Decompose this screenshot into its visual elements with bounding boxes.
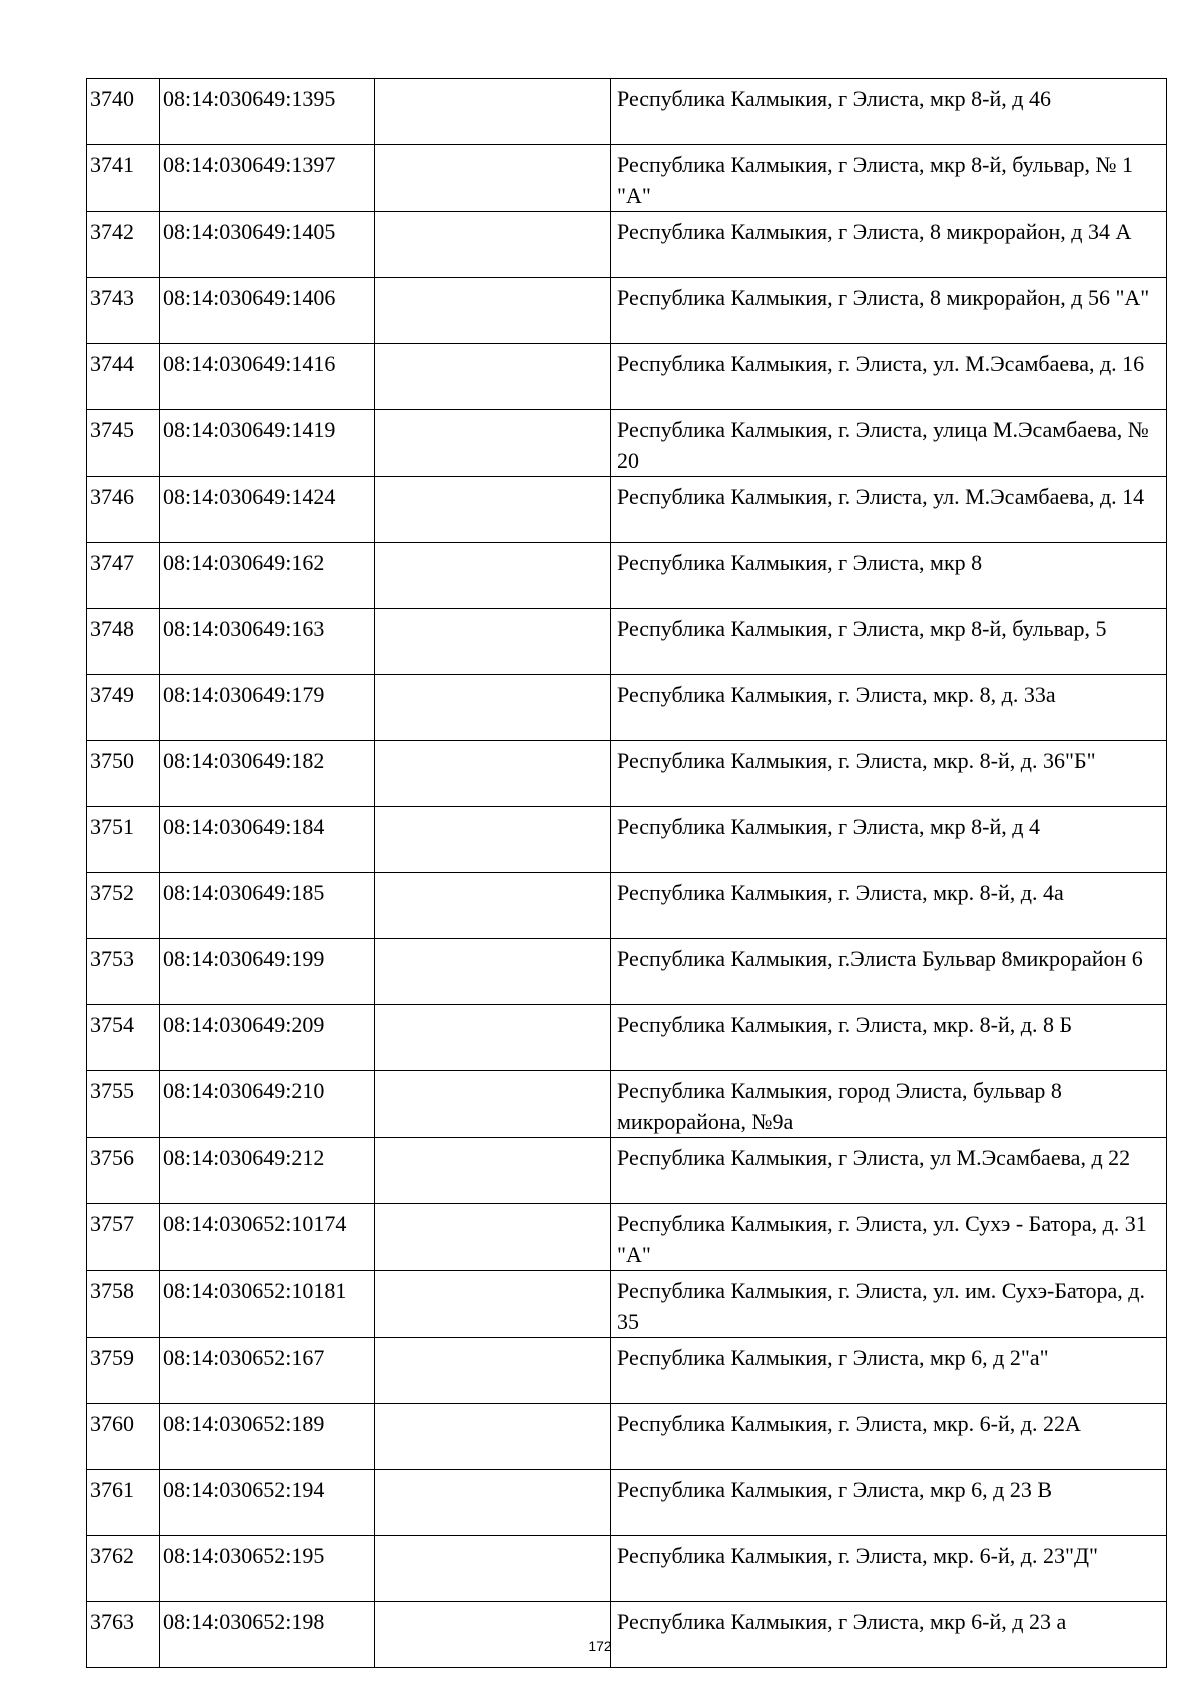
address-cell: Республика Калмыкия, г Элиста, 8 микрорайон, д 56 "А"	[611, 278, 1167, 344]
table-row	[87, 1404, 1167, 1470]
table-row	[87, 939, 1167, 1005]
row-number-cell: 3761	[87, 1470, 160, 1536]
address-cell: Республика Калмыкия, г Элиста, ул М.Эсамбаева, д 22	[611, 1138, 1167, 1204]
cadastral-number-cell: 08:14:030649:212	[160, 1138, 375, 1204]
table-row	[87, 410, 1167, 477]
address-cell: Республика Калмыкия, г. Элиста, ул. Сухэ - Батора, д. 31 "А"	[611, 1204, 1167, 1271]
row-number-cell: 3760	[87, 1404, 160, 1470]
empty-cell	[375, 1138, 611, 1204]
table-row	[87, 807, 1167, 873]
row-number-cell: 3740	[87, 79, 160, 145]
cadastral-number-cell: 08:14:030649:179	[160, 675, 375, 741]
empty-cell	[375, 145, 611, 212]
table-row	[87, 212, 1167, 278]
address-cell: Республика Калмыкия, г Элиста, мкр 8-й, д 4	[611, 807, 1167, 873]
table-row	[87, 873, 1167, 939]
table-row	[87, 1470, 1167, 1536]
empty-cell	[375, 1271, 611, 1338]
table-row	[87, 1338, 1167, 1404]
row-number-cell: 3747	[87, 543, 160, 609]
row-number-cell: 3753	[87, 939, 160, 1005]
address-cell: Республика Калмыкия, г. Элиста, ул. им. Сухэ-Батора, д. 35	[611, 1271, 1167, 1338]
cadastral-number-cell: 08:14:030649:1406	[160, 278, 375, 344]
address-cell: Республика Калмыкия, г Элиста, мкр 6, д 2"а"	[611, 1338, 1167, 1404]
address-cell: Республика Калмыкия, г. Элиста, мкр. 6-й, д. 23"Д"	[611, 1536, 1167, 1602]
registry-table	[86, 78, 1167, 1668]
address-cell: Республика Калмыкия, город Элиста, бульвар 8 микрорайона, №9а	[611, 1071, 1167, 1138]
empty-cell	[375, 1204, 611, 1271]
empty-cell	[375, 939, 611, 1005]
empty-cell	[375, 1338, 611, 1404]
row-number-cell: 3745	[87, 410, 160, 477]
empty-cell	[375, 807, 611, 873]
table-row	[87, 1138, 1167, 1204]
cadastral-number-cell: 08:14:030649:199	[160, 939, 375, 1005]
address-cell: Республика Калмыкия, г.Элиста Бульвар 8микрорайон 6	[611, 939, 1167, 1005]
empty-cell	[375, 1071, 611, 1138]
row-number-cell: 3744	[87, 344, 160, 410]
table-row	[87, 344, 1167, 410]
address-cell: Республика Калмыкия, г. Элиста, ул. М.Эсамбаева, д. 16	[611, 344, 1167, 410]
table-row	[87, 278, 1167, 344]
cadastral-number-cell: 08:14:030649:1416	[160, 344, 375, 410]
row-number-cell: 3751	[87, 807, 160, 873]
empty-cell	[375, 344, 611, 410]
cadastral-number-cell: 08:14:030649:1424	[160, 477, 375, 543]
table-row	[87, 145, 1167, 212]
empty-cell	[375, 79, 611, 145]
table-row	[87, 609, 1167, 675]
address-cell: Республика Калмыкия, г. Элиста, мкр. 6-й, д. 22А	[611, 1404, 1167, 1470]
cadastral-number-cell: 08:14:030652:10174	[160, 1204, 375, 1271]
row-number-cell: 3752	[87, 873, 160, 939]
row-number-cell: 3748	[87, 609, 160, 675]
address-cell: Республика Калмыкия, г. Элиста, ул. М.Эсамбаева, д. 14	[611, 477, 1167, 543]
cadastral-number-cell: 08:14:030649:1397	[160, 145, 375, 212]
empty-cell	[375, 873, 611, 939]
cadastral-number-cell: 08:14:030649:1395	[160, 79, 375, 145]
page-number: 172	[588, 1638, 612, 1654]
address-cell: Республика Калмыкия, г Элиста, мкр 8-й, бульвар, № 1 "А"	[611, 145, 1167, 212]
row-number-cell: 3757	[87, 1204, 160, 1271]
row-number-cell: 3750	[87, 741, 160, 807]
address-cell: Республика Калмыкия, г. Элиста, мкр. 8-й, д. 36"Б"	[611, 741, 1167, 807]
cadastral-number-cell: 08:14:030652:167	[160, 1338, 375, 1404]
table-row	[87, 543, 1167, 609]
table-row	[87, 1271, 1167, 1338]
cadastral-number-cell: 08:14:030649:162	[160, 543, 375, 609]
cadastral-number-cell: 08:14:030649:182	[160, 741, 375, 807]
address-cell: Республика Калмыкия, г. Элиста, улица М.Эсамбаева, № 20	[611, 410, 1167, 477]
table-row	[87, 477, 1167, 543]
row-number-cell: 3749	[87, 675, 160, 741]
table-row	[87, 1602, 1167, 1668]
table-row	[87, 1204, 1167, 1271]
empty-cell	[375, 410, 611, 477]
empty-cell	[375, 1005, 611, 1071]
cadastral-number-cell: 08:14:030649:184	[160, 807, 375, 873]
cadastral-number-cell: 08:14:030652:10181	[160, 1271, 375, 1338]
address-cell: Республика Калмыкия, г Элиста, мкр 8-й, д 46	[611, 79, 1167, 145]
empty-cell	[375, 609, 611, 675]
cadastral-number-cell: 08:14:030649:210	[160, 1071, 375, 1138]
table-row	[87, 1071, 1167, 1138]
empty-cell	[375, 1536, 611, 1602]
table-row	[87, 1005, 1167, 1071]
row-number-cell: 3741	[87, 145, 160, 212]
row-number-cell: 3762	[87, 1536, 160, 1602]
cadastral-number-cell: 08:14:030649:1419	[160, 410, 375, 477]
empty-cell	[375, 477, 611, 543]
address-cell: Республика Калмыкия, г. Элиста, мкр. 8-й, д. 4а	[611, 873, 1167, 939]
address-cell: Республика Калмыкия, г. Элиста, мкр. 8-й, д. 8 Б	[611, 1005, 1167, 1071]
table-row	[87, 675, 1167, 741]
row-number-cell: 3755	[87, 1071, 160, 1138]
cadastral-number-cell: 08:14:030649:1405	[160, 212, 375, 278]
table-row	[87, 79, 1167, 145]
empty-cell	[375, 1602, 611, 1668]
row-number-cell: 3743	[87, 278, 160, 344]
address-cell: Республика Калмыкия, г Элиста, мкр 6, д 23 В	[611, 1470, 1167, 1536]
row-number-cell: 3756	[87, 1138, 160, 1204]
address-cell: Республика Калмыкия, г. Элиста, мкр. 8, д. 33а	[611, 675, 1167, 741]
row-number-cell: 3759	[87, 1338, 160, 1404]
cadastral-number-cell: 08:14:030652:195	[160, 1536, 375, 1602]
empty-cell	[375, 741, 611, 807]
table-row	[87, 1536, 1167, 1602]
empty-cell	[375, 1404, 611, 1470]
row-number-cell: 3742	[87, 212, 160, 278]
address-cell: Республика Калмыкия, г Элиста, 8 микрорайон, д 34 А	[611, 212, 1167, 278]
empty-cell	[375, 675, 611, 741]
cadastral-number-cell: 08:14:030649:185	[160, 873, 375, 939]
empty-cell	[375, 212, 611, 278]
registry-table-body	[87, 79, 1167, 1668]
cadastral-number-cell: 08:14:030649:209	[160, 1005, 375, 1071]
empty-cell	[375, 543, 611, 609]
address-cell: Республика Калмыкия, г Элиста, мкр 6-й, д 23 а	[611, 1602, 1167, 1668]
empty-cell	[375, 278, 611, 344]
cadastral-number-cell: 08:14:030652:189	[160, 1404, 375, 1470]
address-cell: Республика Калмыкия, г Элиста, мкр 8-й, бульвар, 5	[611, 609, 1167, 675]
row-number-cell: 3754	[87, 1005, 160, 1071]
row-number-cell: 3758	[87, 1271, 160, 1338]
empty-cell	[375, 1470, 611, 1536]
cadastral-number-cell: 08:14:030652:198	[160, 1602, 375, 1668]
row-number-cell: 3763	[87, 1602, 160, 1668]
cadastral-number-cell: 08:14:030652:194	[160, 1470, 375, 1536]
cadastral-number-cell: 08:14:030649:163	[160, 609, 375, 675]
row-number-cell: 3746	[87, 477, 160, 543]
address-cell: Республика Калмыкия, г Элиста, мкр 8	[611, 543, 1167, 609]
table-row	[87, 741, 1167, 807]
